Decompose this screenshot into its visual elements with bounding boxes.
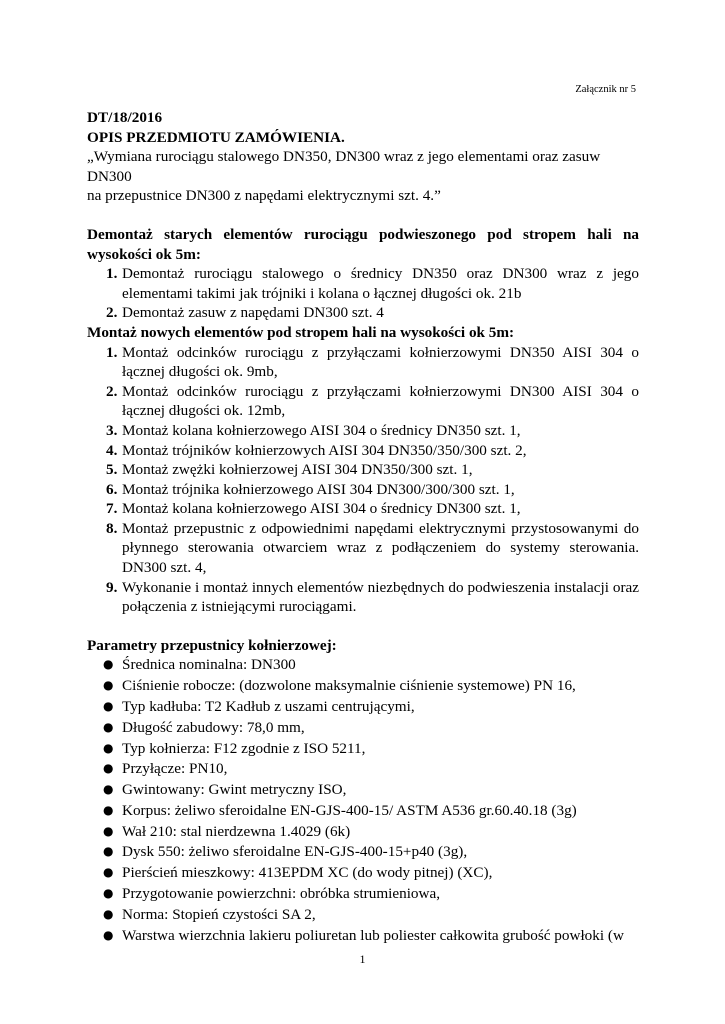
list-item: ● Przyłącze: PN10, bbox=[103, 760, 228, 778]
list-item: ● Dysk 550: żeliwo sferoidalne EN-GJS-400-15+p40 (3g), bbox=[103, 843, 468, 861]
list-item: 2. Demontaż zasuw z napędami DN300 szt. 4 bbox=[106, 304, 384, 322]
document-content bbox=[87, 108, 639, 946]
list-item: 4. Montaż trójników kołnierzowych AISI 304 DN350/350/300 szt. 2, bbox=[106, 441, 527, 459]
bullet-icon: ● bbox=[103, 740, 114, 755]
list-item: ● Długość zabudowy: 78,0 mm, bbox=[103, 718, 305, 736]
section-dismantling-title: Demontaż starych elementów rurociągu podwieszonego pod stropem hali na wysokości ok 5m: bbox=[87, 225, 639, 263]
list-item: ● Przygotowanie powierzchni: obróbka strumieniowa, bbox=[103, 885, 441, 903]
list-item: ● Gwintowany: Gwint metryczny ISO, bbox=[103, 781, 347, 799]
subject-line-1: „Wymiana rurociągu stalowego DN350, DN300 wraz z jego elementami oraz zasuw DN300 bbox=[87, 148, 601, 185]
bullet-icon: ● bbox=[103, 802, 114, 817]
bullet-icon: ● bbox=[103, 927, 114, 942]
bullet-icon: ● bbox=[103, 657, 114, 672]
bullet-icon: ● bbox=[103, 719, 114, 734]
list-item: ● Średnica nominalna: DN300 bbox=[103, 656, 296, 674]
list-item: ● Warstwa wierzchnia lakieru poliuretan lub poliester całkowita grubość powłoki (w bbox=[103, 926, 624, 944]
list-item: 3. Montaż kolana kołnierzowego AISI 304 o średnicy DN350 szt. 1, bbox=[106, 421, 521, 439]
page-number: 1 bbox=[359, 952, 366, 966]
section-parameters-title: Parametry przepustnicy kołnierzowej: bbox=[87, 636, 337, 654]
list-item: 6. Montaż trójnika kołnierzowego AISI 304 DN300/300/300 szt. 1, bbox=[106, 480, 515, 498]
list-item: ● Korpus: żeliwo sferoidalne EN-GJS-400-15/ ASTM A536 gr.60.40.18 (3g) bbox=[103, 801, 577, 819]
list-item: 9. Wykonanie i montaż innych elementów niezbędnych do podwieszenia instalacji oraz połączenia z istniejącymi rurociągami. bbox=[106, 578, 639, 616]
installation-list bbox=[87, 343, 639, 617]
list-item: ● Norma: Stopień czystości SA 2, bbox=[103, 905, 316, 923]
parameters-list bbox=[87, 655, 639, 945]
list-item: 2. Montaż odcinków rurociągu z przyłączami kołnierzowymi DN300 AISI 304 o łącznej długości ok. 12mb, bbox=[106, 382, 639, 420]
list-item: 5. Montaż zwężki kołnierzowej AISI 304 DN350/300 szt. 1, bbox=[106, 461, 473, 479]
list-item: ● Typ kadłuba: T2 Kadłub z uszami centrującymi, bbox=[103, 698, 415, 715]
list-item: ● Ciśnienie robocze: (dozwolone maksymalnie ciśnienie systemowe) PN 16, bbox=[103, 677, 576, 695]
bullet-icon: ● bbox=[103, 865, 114, 880]
bullet-icon: ● bbox=[103, 823, 114, 838]
bullet-icon: ● bbox=[103, 782, 114, 797]
list-item: ● Pierścień mieszkowy: 413EPDM XC (do wody pitnej) (XC), bbox=[103, 864, 493, 882]
section-installation-title: Montaż nowych elementów pod stropem hali na wysokości ok 5m: bbox=[87, 323, 515, 341]
bullet-icon: ● bbox=[103, 886, 114, 901]
bullet-icon: ● bbox=[103, 906, 114, 921]
list-item: 7. Montaż kolana kołnierzowego AISI 304 o średnicy DN300 szt. 1, bbox=[106, 500, 521, 518]
bullet-icon: ● bbox=[103, 699, 114, 713]
dismantling-list bbox=[87, 264, 639, 323]
bullet-icon: ● bbox=[103, 678, 114, 693]
list-item: ● Wał 210: stal nierdzewna 1.4029 (6k) bbox=[103, 822, 351, 840]
bullet-icon: ● bbox=[103, 761, 114, 776]
list-item: 1. Montaż odcinków rurociągu z przyłączami kołnierzowymi DN350 AISI 304 o łącznej długości ok. 9mb, bbox=[106, 343, 639, 381]
list-item: 1. Demontaż rurociągu stalowego o średnicy DN350 oraz DN300 wraz z jego elementami takimi jak trójniki i kolana o łącznej długości ok. 21b bbox=[106, 265, 639, 302]
doc-number: DT/18/2016 bbox=[87, 109, 163, 126]
page-title: OPIS PRZEDMIOTU ZAMÓWIENIA. bbox=[87, 128, 345, 146]
list-item: 8. Montaż przepustnic z odpowiednimi napędami elektrycznymi przystosowanymi do płynnego sterowania otwarciem wraz z podłączeniem do systemy sterowania. DN300 szt. 4, bbox=[106, 519, 639, 577]
subject-line-2: na przepustnice DN300 z napędami elektrycznymi szt. 4.” bbox=[87, 187, 441, 205]
bullet-icon: ● bbox=[103, 844, 114, 859]
list-item: ● Typ kołnierza: F12 zgodnie z ISO 5211, bbox=[103, 739, 366, 757]
attachment-label: Załącznik nr 5 bbox=[575, 84, 636, 95]
